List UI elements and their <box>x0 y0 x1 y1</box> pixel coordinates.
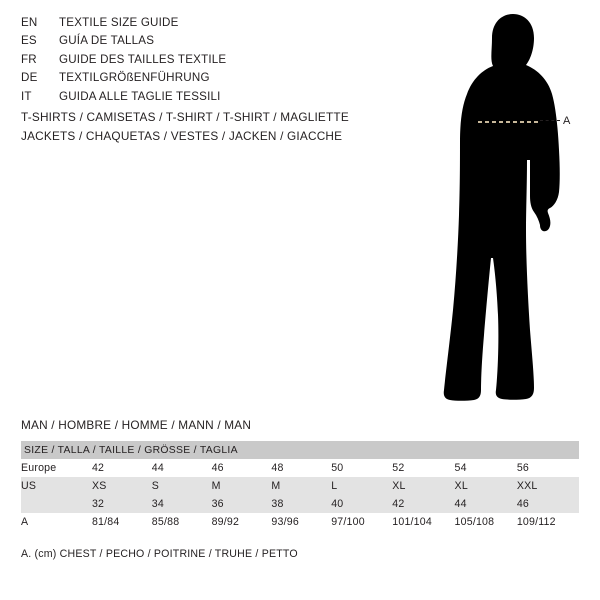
cell-value: 81/84 <box>92 513 152 531</box>
cell-value: 54 <box>455 459 517 477</box>
cell-value: 89/92 <box>212 513 272 531</box>
cell-value: 46 <box>517 495 579 513</box>
language-code: ES <box>21 34 37 48</box>
language-code: IT <box>21 89 32 103</box>
cell-value: 85/88 <box>152 513 212 531</box>
cell-value: 34 <box>152 495 212 513</box>
language-row <box>21 53 381 71</box>
language-row <box>21 90 381 108</box>
cell-value: 46 <box>212 459 272 477</box>
cell-value: XL <box>455 477 517 495</box>
cell-value: 93/96 <box>271 513 331 531</box>
cell-value: S <box>152 477 212 495</box>
table-row <box>21 459 579 477</box>
table-header-row <box>21 441 579 459</box>
cell-value: XXL <box>517 477 579 495</box>
table-row <box>21 495 579 513</box>
row-label: Europe <box>21 459 92 477</box>
cell-value: 97/100 <box>331 513 392 531</box>
measure-leader-line <box>540 120 560 122</box>
category-tshirts: T-SHIRTS / CAMISETAS / T-SHIRT / T-SHIRT / MAGLIETTE <box>21 110 349 124</box>
language-row <box>21 34 381 52</box>
table-row <box>21 513 579 531</box>
language-row <box>21 16 381 34</box>
cell-value: 48 <box>271 459 331 477</box>
language-text: GUIDE DES TAILLES TEXTILE <box>59 52 227 66</box>
cell-value: 42 <box>392 495 454 513</box>
language-text: TEXTILGRÖßENFÜHRUNG <box>59 71 210 85</box>
language-code: DE <box>21 71 38 85</box>
language-code: FR <box>21 52 37 66</box>
cell-value: 105/108 <box>455 513 517 531</box>
measure-label-a: A <box>563 115 571 127</box>
cell-value: 36 <box>212 495 272 513</box>
language-text: TEXTILE SIZE GUIDE <box>59 16 179 29</box>
category-jackets: JACKETS / CHAQUETAS / VESTES / JACKEN / GIACCHE <box>21 129 343 143</box>
cell-value: 52 <box>392 459 454 477</box>
cell-value: M <box>212 477 272 495</box>
male-silhouette-figure <box>400 10 600 405</box>
cell-value: 38 <box>271 495 331 513</box>
language-row <box>21 71 381 89</box>
cell-value: 42 <box>92 459 152 477</box>
row-label: US <box>21 477 92 495</box>
language-text: GUIDA ALLE TAGLIE TESSILI <box>59 89 221 103</box>
cell-value: 40 <box>331 495 392 513</box>
cell-value: 56 <box>517 459 579 477</box>
cell-value: M <box>271 477 331 495</box>
row-label <box>21 495 92 513</box>
cell-value: 101/104 <box>392 513 454 531</box>
cell-value: XL <box>392 477 454 495</box>
cell-value: L <box>331 477 392 495</box>
table-header-label: SIZE / TALLA / TAILLE / GRÖSSE / TAGLIA <box>21 441 579 459</box>
row-label: A <box>21 513 92 531</box>
cell-value: 44 <box>455 495 517 513</box>
table-row <box>21 477 579 495</box>
cell-value: 50 <box>331 459 392 477</box>
category-list <box>21 110 421 148</box>
cell-value: XS <box>92 477 152 495</box>
footnote: A. (cm) CHEST / PECHO / POITRINE / TRUHE / PETTO <box>21 548 298 560</box>
table-title: MAN / HOMBRE / HOMME / MANN / MAN <box>21 418 252 432</box>
silhouette-icon <box>400 10 600 405</box>
language-list <box>21 16 381 108</box>
language-text: GUÍA DE TALLAS <box>59 34 155 48</box>
cell-value: 44 <box>152 459 212 477</box>
cell-value: 32 <box>92 495 152 513</box>
cell-value: 109/112 <box>517 513 579 531</box>
size-table <box>21 441 579 531</box>
language-code: EN <box>21 16 38 29</box>
